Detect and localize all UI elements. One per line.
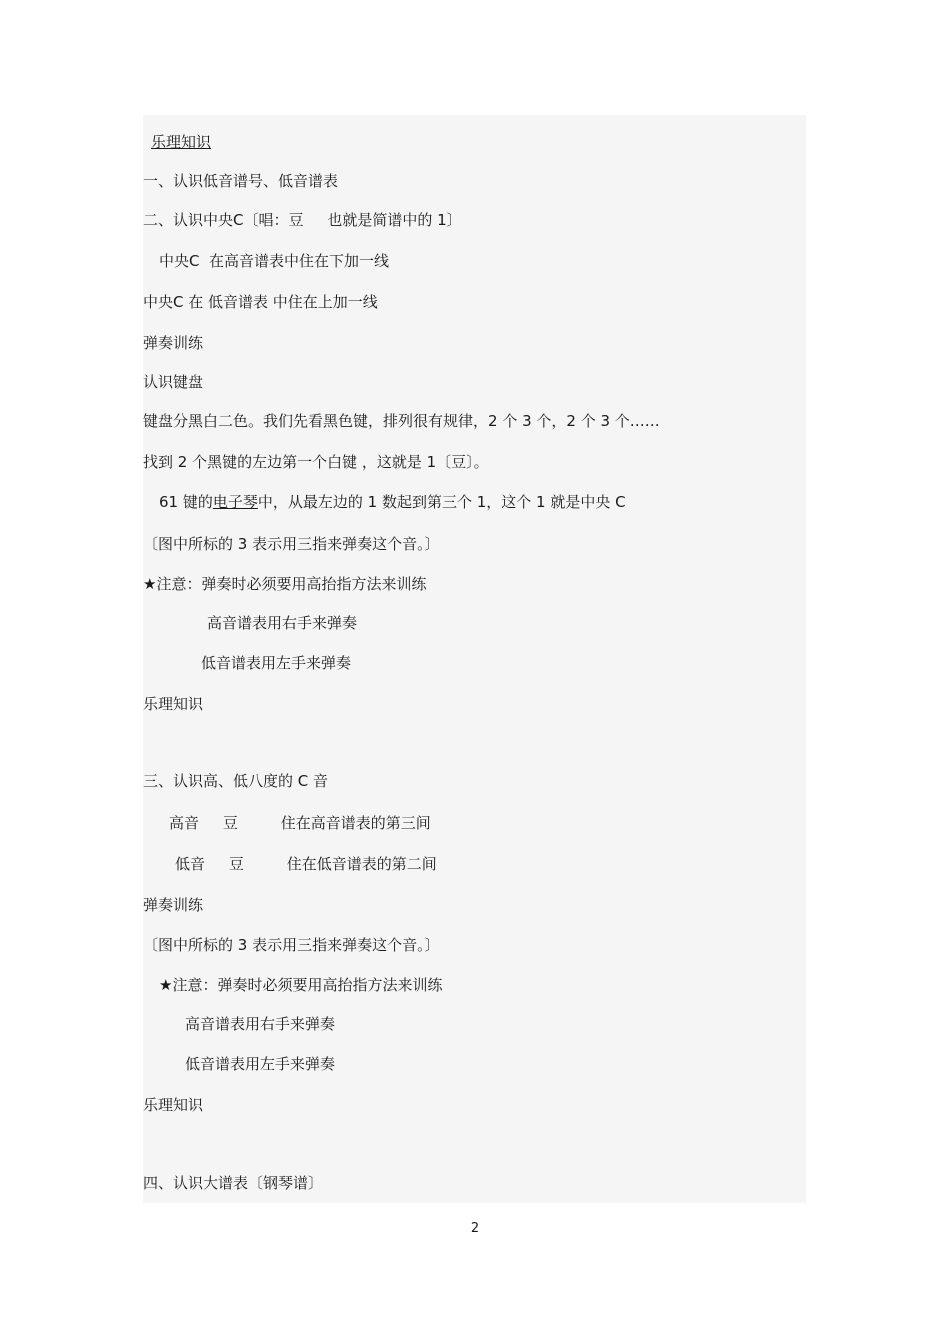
text-line: 〔图中所标的 3 表示用三指来弹奏这个音。〕 <box>143 936 440 954</box>
text-line: 低音谱表用左手来弹奏 <box>185 1055 336 1073</box>
text-line: 高音谱表用右手来弹奏 <box>185 1015 336 1033</box>
text-line: 低音 豆 住在低音谱表的第二间 <box>175 855 437 873</box>
text-span: 61 键的 <box>159 493 213 511</box>
text-line: 高音 豆 住在高音谱表的第三间 <box>169 814 431 832</box>
note-line: ★注意：弹奏时必须要用高抬指方法来训练 <box>159 976 443 994</box>
text-line <box>159 492 626 512</box>
text-line: 中央C 在高音谱表中住在下加一线 <box>159 252 390 270</box>
text-line: 中央C 在 低音谱表 中住在上加一线 <box>143 293 378 311</box>
section-heading: 乐理知识 <box>143 695 204 713</box>
text-line: 找到 2 个黑键的左边第一个白键 ，这就是 1〔豆〕。 <box>143 453 489 471</box>
section-heading: 乐理知识 <box>143 1096 204 1114</box>
text-line: 键盘分黑白二色。我们先看黑色键，排列很有规律，2 个 3 个，2 个 3 个…… <box>143 412 660 430</box>
note-line: ★注意：弹奏时必须要用高抬指方法来训练 <box>143 575 427 593</box>
text-line: 二、认识中央C〔唱：豆 也就是简谱中的 1〕 <box>143 211 462 229</box>
text-line: 一、认识低音谱号、低音谱表 <box>143 172 339 190</box>
text-line: 〔图中所标的 3 表示用三指来弹奏这个音。〕 <box>143 535 440 553</box>
text-line: 三、认识高、低八度的 C 音 <box>143 772 329 790</box>
text-line: 弹奏训练 <box>143 896 204 914</box>
text-line: 高音谱表用右手来弹奏 <box>207 614 358 632</box>
text-line: 四、认识大谱表〔钢琴谱〕 <box>143 1174 324 1192</box>
text-line: 低音谱表用左手来弹奏 <box>201 654 352 672</box>
link-text[interactable]: 电子琴 <box>212 493 258 511</box>
text-line: 认识键盘 <box>143 373 204 391</box>
page-number: 2 <box>470 1221 480 1236</box>
section-heading: 乐理知识 <box>151 133 212 151</box>
text-line: 弹奏训练 <box>143 334 204 352</box>
text-span: 中，从最左边的 1 数起到第三个 1，这个 1 就是中央 C <box>257 493 626 511</box>
